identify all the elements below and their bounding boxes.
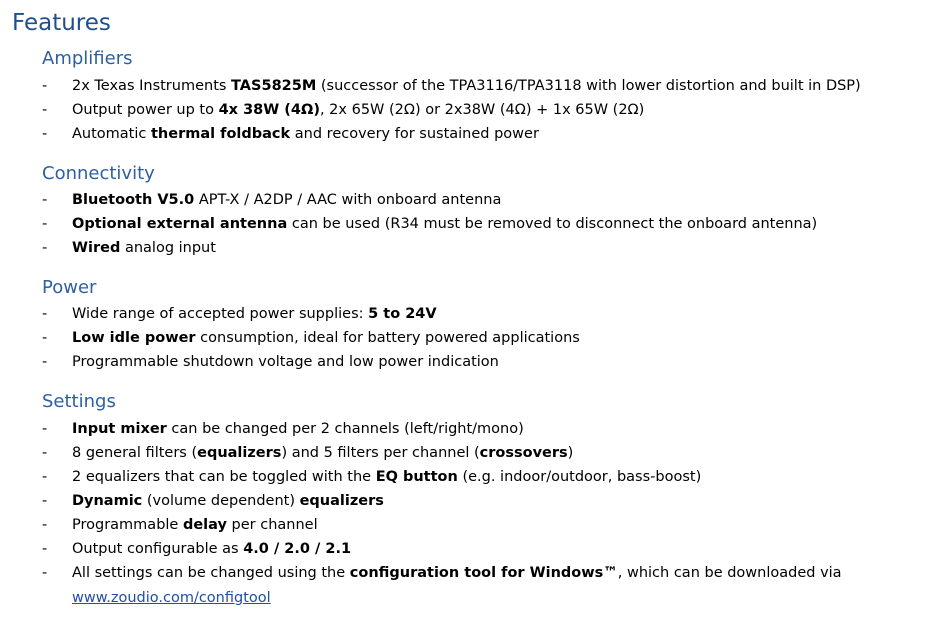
list-item — [0, 561, 927, 585]
config-tool-link[interactable]: www.zoudio.com/configtool — [72, 590, 271, 606]
list-item — [0, 513, 927, 537]
list-item — [0, 489, 927, 513]
bullet-dash: - — [42, 445, 48, 461]
list-item-text: Programmable delay per channel — [72, 517, 318, 533]
bullet-dash: - — [42, 354, 48, 370]
bullet-dash: - — [42, 216, 48, 232]
list-item-text: Low idle power consumption, ideal for battery powered applications — [72, 330, 580, 346]
section-title-amplifiers: Amplifiers — [42, 48, 133, 69]
bullet-dash: - — [42, 102, 48, 118]
emphasis-text: delay — [182, 517, 227, 533]
list-item — [0, 417, 927, 441]
list-item — [0, 98, 927, 122]
list-item — [0, 441, 927, 465]
emphasis-text: Input mixer — [72, 421, 167, 437]
bullet-dash: - — [42, 240, 48, 256]
emphasis-text: 4.0 / 2.0 / 2.1 — [243, 541, 352, 557]
section-title-power: Power — [42, 277, 97, 298]
list-item-text: 8 general filters (equalizers) and 5 filters per channel (crossovers) — [72, 445, 574, 461]
list-item-text: 2 equalizers that can be toggled with the EQ button (e.g. indoor/outdoor, bass-boost) — [72, 469, 702, 485]
list-item — [0, 122, 927, 146]
list-item — [0, 236, 927, 260]
list-item-text: 2x Texas Instruments TAS5825M (successor of the TPA3116/TPA3118 with lower distortion and built in DSP) — [72, 78, 861, 94]
bullet-dash: - — [42, 306, 48, 322]
emphasis-text: configuration tool for Windows™ — [349, 565, 618, 581]
emphasis-text: Low idle power — [72, 330, 196, 346]
list-item-text: Wired analog input — [72, 240, 216, 256]
emphasis-text: 5 to 24V — [368, 306, 437, 322]
list-item-text: Wide range of accepted power supplies: 5 to 24V — [72, 306, 437, 322]
list-item — [0, 465, 927, 489]
bullet-dash: - — [42, 565, 48, 581]
emphasis-text: thermal foldback — [150, 126, 291, 142]
list-item — [0, 188, 927, 212]
emphasis-text: Bluetooth V5.0 — [72, 192, 195, 208]
list-item — [0, 74, 927, 98]
list-item-text: Programmable shutdown voltage and low power indication — [72, 354, 499, 370]
bullet-dash: - — [42, 493, 48, 509]
emphasis-text: Wired — [72, 240, 121, 256]
list-item — [0, 212, 927, 236]
list-item-text: Automatic thermal foldback and recovery for sustained power — [72, 126, 539, 142]
list-item-text: Input mixer can be changed per 2 channels (left/right/mono) — [72, 421, 524, 437]
bullet-dash: - — [42, 541, 48, 557]
bullet-dash: - — [42, 192, 48, 208]
bullet-dash: - — [42, 517, 48, 533]
page-title: Features — [12, 10, 111, 36]
section-title-connectivity: Connectivity — [42, 163, 155, 184]
emphasis-text: TAS5825M — [231, 78, 317, 94]
list-item-text: Optional external antenna can be used (R34 must be removed to disconnect the onboard antenna) — [72, 216, 818, 232]
list-item-text: Dynamic (volume dependent) equalizers — [72, 493, 384, 509]
emphasis-text: Optional external antenna — [72, 216, 288, 232]
emphasis-text: crossovers — [479, 445, 568, 461]
bullet-dash: - — [42, 330, 48, 346]
list-item-text: Output power up to 4x 38W (4Ω), 2x 65W (2Ω) or 2x38W (4Ω) + 1x 65W (2Ω) — [72, 102, 645, 118]
emphasis-text: 4x 38W (4Ω) — [218, 102, 320, 118]
emphasis-text: EQ button — [375, 469, 458, 485]
bullet-dash: - — [42, 126, 48, 142]
emphasis-text: Dynamic — [72, 493, 143, 509]
bullet-dash: - — [42, 421, 48, 437]
list-item — [0, 537, 927, 561]
emphasis-text: equalizers — [197, 445, 282, 461]
list-item — [0, 350, 927, 374]
list-item — [0, 302, 927, 326]
section-title-settings: Settings — [42, 391, 116, 412]
list-item-text: Bluetooth V5.0 APT-X / A2DP / AAC with onboard antenna — [72, 192, 502, 208]
emphasis-text: equalizers — [299, 493, 384, 509]
list-item-text: Output configurable as 4.0 / 2.0 / 2.1 — [72, 541, 352, 557]
list-item-text: All settings can be changed using the configuration tool for Windows™, which can be downloaded via — [72, 565, 842, 581]
list-item — [0, 326, 927, 350]
bullet-dash: - — [42, 78, 48, 94]
bullet-dash: - — [42, 469, 48, 485]
